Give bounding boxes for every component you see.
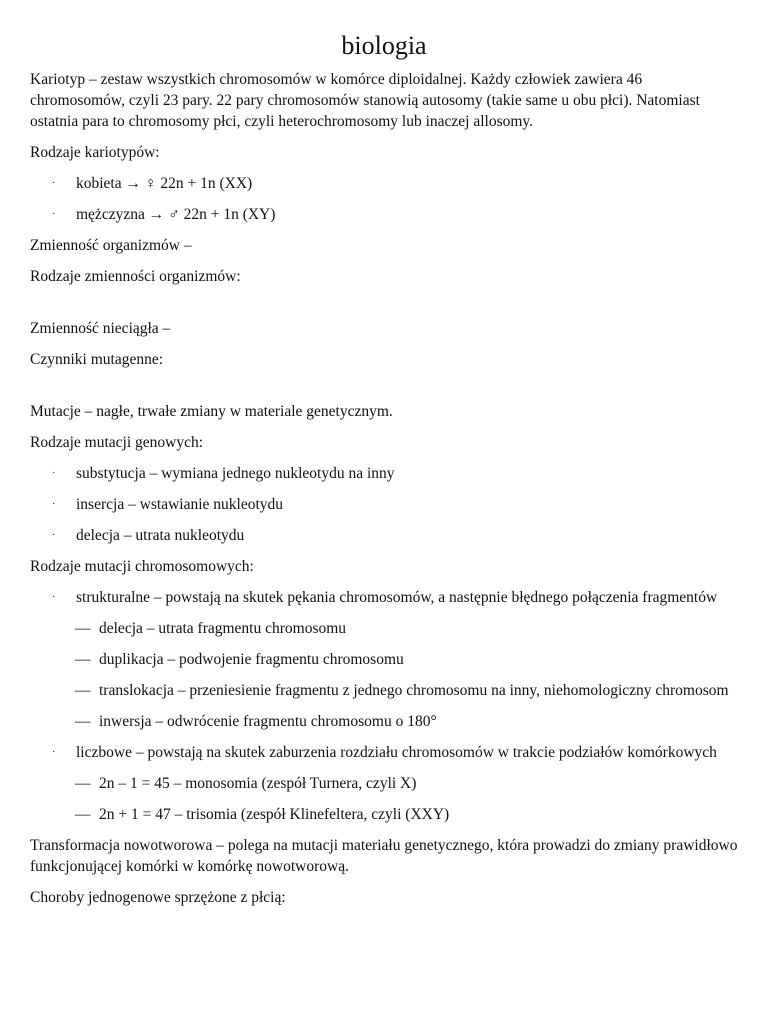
list-item xyxy=(30,494,738,515)
list-item xyxy=(30,649,738,670)
variability-line: Zmienność organizmów – xyxy=(30,237,192,254)
dash-icon: — xyxy=(75,682,91,699)
list-item-text: insercja – wstawianie nukleotydu xyxy=(76,496,284,513)
list-item xyxy=(30,773,738,794)
list-item-text: duplikacja – podwojenie fragmentu chromosomu xyxy=(99,651,404,668)
list-item-text: liczbowe – powstają na skutek zaburzenia rozdziału chromosomów w trakcie podziałów komórkowych xyxy=(76,744,717,761)
bullet-icon: · xyxy=(52,530,56,541)
mutations-definition: Mutacje – nagłe, trwałe zmiany w materiale genetycznym. xyxy=(30,403,393,420)
list-item-text: 2n + 1 = 47 – trisomia (zespół Klinefeltera, czyli (XXY) xyxy=(99,806,450,823)
list-item xyxy=(30,804,738,825)
document-title: biologia xyxy=(341,31,427,60)
list-item xyxy=(30,204,738,225)
bullet-icon: · xyxy=(52,178,56,189)
chromosomal-mutations-heading: Rodzaje mutacji chromosomowych: xyxy=(30,558,254,575)
bullet-icon: · xyxy=(52,468,56,479)
list-item xyxy=(30,463,738,484)
list-item-text: substytucja – wymiana jednego nukleotydu na inny xyxy=(76,465,395,482)
list-item xyxy=(30,587,738,608)
sex-linked-diseases-heading: Choroby jednogenowe sprzężone z płcią: xyxy=(30,889,286,906)
bullet-icon: · xyxy=(52,499,56,510)
bullet-icon: · xyxy=(52,592,56,603)
list-item-text: mężczyzna → ♂ 22n + 1n (XY) xyxy=(76,206,276,223)
dash-icon: — xyxy=(75,775,91,792)
list-item-text: delecja – utrata nukleotydu xyxy=(76,527,245,544)
mutagens-heading: Czynniki mutagenne: xyxy=(30,351,164,368)
list-item xyxy=(30,680,738,701)
structural-mutations-list xyxy=(30,618,738,732)
numerical-mutations-group xyxy=(30,742,738,763)
blank-line xyxy=(30,297,738,318)
dash-icon: — xyxy=(75,620,91,637)
numerical-mutations-list xyxy=(30,773,738,825)
list-item-text: kobieta → ♀ 22n + 1n (XX) xyxy=(76,175,253,192)
list-item xyxy=(30,618,738,639)
list-item xyxy=(30,525,738,546)
variability-types-heading: Rodzaje zmienności organizmów: xyxy=(30,268,241,285)
karyotypes-list xyxy=(30,173,738,225)
dash-icon: — xyxy=(75,651,91,668)
list-item-text: delecja – utrata fragmentu chromosomu xyxy=(99,620,347,637)
gene-mutations-heading: Rodzaje mutacji genowych: xyxy=(30,434,204,451)
gene-mutations-list xyxy=(30,463,738,546)
list-item xyxy=(30,173,738,194)
neoplastic-transformation-definition: Transformacja nowotworowa – polega na mutacji materiału genetycznego, która prowadzi do zmiany prawidłowo funkcjonującej komórki w komórkę nowotworową. xyxy=(30,837,738,875)
discontinuous-variability-line: Zmienność nieciągła – xyxy=(30,320,171,337)
list-item-text: inwersja – odwrócenie fragmentu chromosomu o 180° xyxy=(99,713,437,730)
karyotype-definition: Kariotyp – zestaw wszystkich chromosomów w komórce diploidalnej. Każdy człowiek zawiera 46 chromosomów, czyli 23 pary. 22 pary chromosomów stanowią autosomy (takie same u obu płci). Natomiast ostatnia para to chromosomy płci, czyli heterochromosomy lub inaczej allosomy. xyxy=(30,71,700,130)
list-item-text: translokacja – przeniesienie fragmentu z jednego chromosomu na inny, niehomologiczny chromosom xyxy=(99,682,729,699)
chromosomal-mutations-list xyxy=(30,587,738,608)
blank-line xyxy=(30,380,738,401)
karyotypes-heading: Rodzaje kariotypów: xyxy=(30,144,160,161)
list-item xyxy=(30,742,738,763)
dash-icon: — xyxy=(75,806,91,823)
dash-icon: — xyxy=(75,713,91,730)
list-item-text: strukturalne – powstają na skutek pękania chromosomów, a następnie błędnego połączenia fragmentów xyxy=(76,589,718,606)
bullet-icon: · xyxy=(52,747,56,758)
list-item-text: 2n – 1 = 45 – monosomia (zespół Turnera, czyli X) xyxy=(99,775,417,792)
bullet-icon: · xyxy=(52,209,56,220)
list-item xyxy=(30,711,738,732)
